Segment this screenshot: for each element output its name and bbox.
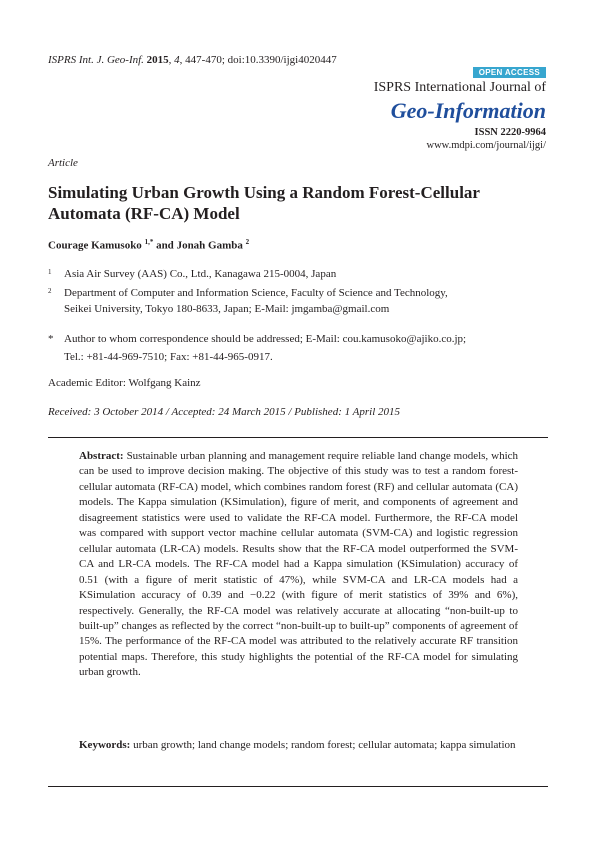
keywords-text: urban growth; land change models; random forest; cellular automata; kappa simulation bbox=[133, 739, 516, 751]
keywords bbox=[79, 738, 518, 753]
citation-rest: , 447-470; doi:10.3390/ijgi4020447 bbox=[179, 54, 337, 66]
authors bbox=[48, 238, 249, 252]
abstract-label: Abstract: bbox=[79, 450, 124, 462]
publication-dates: Received: 3 October 2014 / Accepted: 24 March 2015 / Published: 1 April 2015 bbox=[48, 406, 401, 418]
journal-url[interactable]: www.mdpi.com/journal/ijgi/ bbox=[426, 140, 546, 151]
author-1: Courage Kamusoko bbox=[48, 239, 142, 252]
academic-editor: Academic Editor: Wolfgang Kainz bbox=[48, 377, 201, 389]
correspondence-star: * bbox=[48, 333, 54, 345]
article-type: Article bbox=[48, 157, 78, 169]
top-rule bbox=[48, 437, 548, 438]
journal-name-line1: ISPRS International Journal of bbox=[373, 80, 546, 95]
open-access-badge: OPEN ACCESS bbox=[473, 67, 546, 78]
correspondence-line-1[interactable]: Author to whom correspondence should be addressed; E-Mail: cou.kamusoko@ajiko.co.jp; bbox=[64, 333, 467, 345]
affiliation-number: 2 bbox=[48, 287, 52, 295]
affiliation-text[interactable]: Seikei University, Tokyo 180-8633, Japan; E-Mail: jmgamba@gmail.com bbox=[64, 303, 390, 315]
affiliation-text: Department of Computer and Information Science, Faculty of Science and Technology, bbox=[64, 287, 448, 299]
journal-name-line2: Geo-Information bbox=[390, 98, 546, 123]
article-title: Simulating Urban Growth Using a Random Forest-Cellular Automata (RF-CA) Model bbox=[48, 183, 480, 223]
author-2-sup: 2 bbox=[245, 238, 250, 246]
abstract bbox=[79, 449, 518, 681]
correspondence-line-2: Tel.: +81-44-969-7510; Fax: +81-44-965-0917. bbox=[64, 351, 273, 363]
citation-line: ISPRS Int. J. Geo-Inf. 2015, 4, 447-470; doi:10.3390/ijgi4020447 bbox=[48, 54, 337, 66]
keywords-label: Keywords: bbox=[79, 739, 131, 751]
author-2: Jonah Gamba bbox=[176, 239, 243, 252]
affiliation-text: Asia Air Survey (AAS) Co., Ltd., Kanagawa 215-0004, Japan bbox=[64, 268, 337, 280]
citation-journal: ISPRS Int. J. Geo-Inf. bbox=[48, 54, 144, 66]
author-1-sup: 1,* bbox=[144, 238, 154, 246]
abstract-text: Sustainable urban planning and management require reliable land change models, which can be used to improve decision making. The objective of this study was to test a random forest-cellular automata (RF-CA) model, which combines random forest (RF) and cellular automata (CA) models. The Kappa simulation (KSimulation), figure of merit, and components of agreement and disagreement statistics were used to validate the RF-CA model. Furthermore, the RF-CA model was compared with support vector machine cellular automata (SVM-CA) and logistic regression cellular automata (LR-CA) models. Results show that the RF-CA model outperformed the SVM-CA and LR-CA models. The RF-CA model had a Kappa simulation (KSimulation) accuracy of 0.51 (with a figure of merit statistic of 47%), while SVM-CA and LR-CA models had a KSimulation accuracy of 0.39 and −0.22 (with figure of merit statistics of 39% and 6%), respectively. Generally, the RF-CA model was relatively accurate at allocating “non-built-up to built-up” changes as reflected by the correct “non-built-up to built-up” components of agreement of 15%. The performance of the RF-CA model was attributed to the relatively accurate RF transition potential maps. Therefore, this study highlights the potential of the RF-CA model for simulating urban growth. bbox=[79, 450, 519, 679]
affiliation-number: 1 bbox=[48, 268, 52, 276]
citation-year: 2015 bbox=[146, 54, 169, 66]
issn: ISSN 2220-9964 bbox=[474, 127, 546, 138]
bottom-rule bbox=[48, 786, 548, 787]
author-and: and bbox=[153, 239, 177, 252]
citation-volume: 4 bbox=[174, 54, 180, 66]
